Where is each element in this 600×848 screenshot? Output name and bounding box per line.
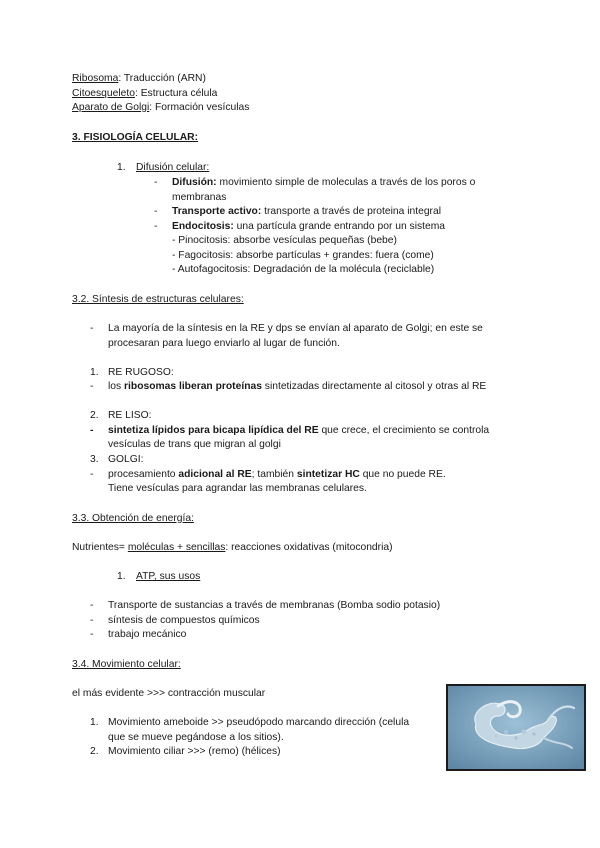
- item-text: transporte a través de proteina integral: [261, 206, 441, 217]
- def-ribosoma: [72, 72, 206, 87]
- term-bold: Endocitosis:: [172, 221, 234, 232]
- item-text: sintetizadas directamente al citosol y otras al RE: [261, 381, 487, 392]
- paragraph-line: el más evidente >>> contracción muscular: [72, 688, 266, 699]
- sub-item: - Fagocitosis: absorbe partículas + grandes: fuera (come): [172, 250, 434, 261]
- item-text: los: [108, 381, 125, 392]
- term-bold: Transporte activo:: [172, 206, 262, 217]
- term-bold: sintetizar HC: [296, 469, 360, 480]
- item-text: ; también: [251, 469, 297, 480]
- list-item: [108, 424, 489, 439]
- list-item-continuation: membranas: [172, 192, 227, 203]
- section-title: 3.4. Movimiento celular:: [72, 659, 181, 670]
- dash-bullet: -: [154, 221, 158, 232]
- list-item-continuation: Tiene vesículas para agrandar las membranas celulares.: [108, 483, 367, 494]
- item-text: que crece, el crecimiento se controla: [318, 425, 490, 436]
- term-bold: Difusión:: [172, 177, 217, 188]
- sub-item: - Pinocitosis: absorbe vesículas pequeñas (bebe): [172, 235, 397, 246]
- list-number: 3.: [90, 454, 99, 465]
- subsection-title: RE LISO:: [108, 410, 152, 421]
- dash-bullet: -: [154, 206, 158, 217]
- list-number: 1.: [90, 367, 99, 378]
- list-item: Transporte de sustancias a través de membranas (Bomba sodio potasio): [108, 600, 441, 611]
- amoeba-drawing: [448, 686, 584, 769]
- list-item: [108, 380, 486, 395]
- list-item-continuation: vesículas de trans que migran al golgi: [108, 439, 281, 450]
- list-item-continuation: que se mueve pegándose a los sitios).: [108, 732, 284, 743]
- def-desc: : Formación vesículas: [149, 102, 250, 113]
- list-item: [172, 205, 441, 220]
- sub-item: - Autofagocitosis: Degradación de la molécula (reciclable): [172, 264, 435, 275]
- section-title: 3.3. Obtención de energía:: [72, 513, 194, 524]
- list-number: 2.: [90, 746, 99, 757]
- item-text: que no puede RE.: [359, 469, 446, 480]
- def-desc: : Traducción (ARN): [118, 73, 206, 84]
- list-item: [108, 468, 446, 483]
- list-item: trabajo mecánico: [108, 629, 187, 640]
- def-golgi: [72, 101, 249, 116]
- list-item: Movimiento ameboide >> pseudópodo marcando dirección (celula: [108, 717, 410, 728]
- list-item: [172, 176, 475, 191]
- dash-bullet: -: [90, 425, 94, 436]
- dash-bullet: -: [154, 177, 158, 188]
- dash-bullet: -: [90, 381, 94, 392]
- def-term: Citoesqueleto: [72, 88, 135, 99]
- item-text: Nutrientes=: [72, 542, 128, 553]
- amoeba-micrograph-image: [446, 684, 586, 771]
- underlined-text: moléculas + sencillas: [127, 542, 226, 553]
- dash-bullet: -: [90, 469, 94, 480]
- def-citoesqueleto: [72, 87, 217, 102]
- paragraph-line: [72, 541, 393, 556]
- list-item: [172, 220, 445, 235]
- list-item: síntesis de compuestos químicos: [108, 615, 260, 626]
- def-term: Ribosoma: [72, 73, 119, 84]
- subsection-title: RE RUGOSO:: [108, 367, 174, 378]
- term-bold: sintetiza lípidos para bicapa lipídica del RE: [108, 425, 319, 436]
- term-bold: ribosomas liberan proteínas: [124, 381, 262, 392]
- item-text: movimiento simple de moleculas a través de los poros o: [216, 177, 476, 188]
- dash-bullet: -: [90, 629, 94, 640]
- subsection-title: ATP, sus usos: [136, 571, 201, 582]
- dash-bullet: -: [90, 600, 94, 611]
- def-desc: : Estructura célula: [134, 88, 218, 99]
- list-number: 1.: [90, 717, 99, 728]
- item-text: una partícula grande entrando por un sistema: [233, 221, 446, 232]
- list-item: Movimiento ciliar >>> (remo) (hélices): [108, 746, 281, 757]
- item-text: procesamiento: [108, 469, 179, 480]
- subsection-title: GOLGI:: [108, 454, 144, 465]
- section-title: 3. FISIOLOGÍA CELULAR:: [72, 132, 199, 143]
- list-number: 1.: [117, 162, 126, 173]
- dash-bullet: -: [90, 323, 94, 334]
- paragraph-line: La mayoría de la síntesis en la RE y dps se envían al aparato de Golgi; en este se: [108, 323, 483, 334]
- term-bold: adicional al RE: [178, 469, 252, 480]
- def-term: Aparato de Golgi: [72, 102, 150, 113]
- list-number: 2.: [90, 410, 99, 421]
- list-number: 1.: [117, 571, 126, 582]
- subsection-title: Difusión celular:: [136, 162, 210, 173]
- dash-bullet: -: [90, 615, 94, 626]
- section-title: 3.2. Síntesis de estructuras celulares:: [72, 294, 244, 305]
- item-text: : reacciones oxidativas (mitocondria): [225, 542, 393, 553]
- paragraph-line: procesaran para luego enviarlo al lugar de función.: [108, 338, 340, 349]
